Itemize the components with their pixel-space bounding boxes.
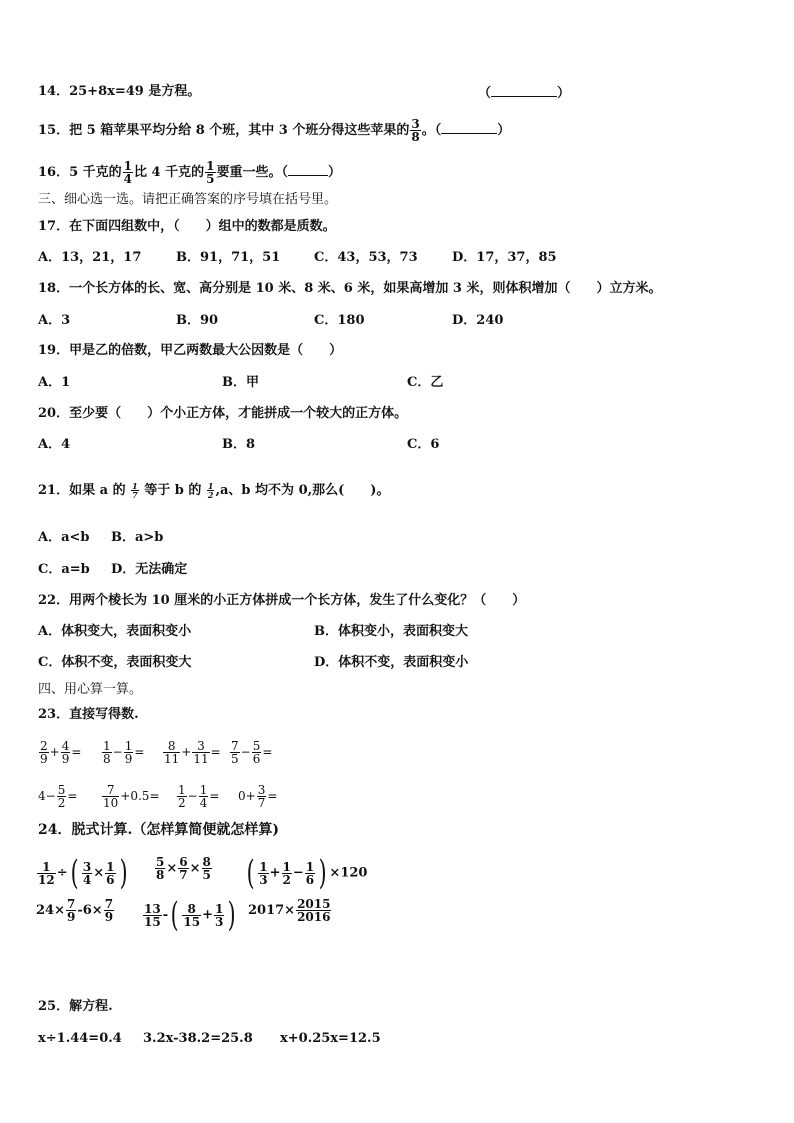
option-18-a[interactable]: A．3 <box>38 313 71 328</box>
question-24: 24．脱式计算.（怎样算简便就怎样算) <box>38 822 279 838</box>
calc-expression-2: $\frac{5}{8}$ × $\frac{6}{7}$ × $\frac{8}{5}$ <box>156 855 211 882</box>
option-19-b[interactable]: B．甲 <box>222 375 259 390</box>
option-20-b[interactable]: B．8 <box>222 437 256 452</box>
option-20-a[interactable]: A．4 <box>38 437 71 452</box>
option-22-d[interactable]: D．体积不变，表面积变小 <box>314 655 469 670</box>
option-17-b[interactable]: B．91，71，51 <box>176 250 281 265</box>
option-18-d[interactable]: D．240 <box>452 313 504 328</box>
mental-math-item: $\frac{7}{10}$ +0.5= <box>103 783 160 810</box>
question-25: 25．解方程. <box>38 999 113 1014</box>
mental-math-item: $\frac{8}{11}$ + $\frac{3}{11}$ = <box>164 739 221 766</box>
option-20-c[interactable]: C．6 <box>407 437 440 452</box>
option-19-c[interactable]: C．乙 <box>407 375 444 390</box>
mental-math-item: $\frac{1}{8}$ − $\frac{1}{9}$ = <box>103 739 145 766</box>
mental-math-item: $\frac{1}{2}$ − $\frac{1}{4}$ = <box>178 783 220 810</box>
question-15: 15．把 5 箱苹果平均分给 8 个班，其中 3 个班分得这些苹果的 $\frac{3}{8}$ 。（ ） <box>38 117 511 144</box>
question-18: 18．一个长方体的长、宽、高分别是 10 米、8 米、6 米，如果高增加 3 米，则体积增加（ ）立方米。 <box>38 281 662 296</box>
question-21: 21．如果 a 的 $\frac{1}{7}$ 等于 b 的 $\frac{1}{2}$ ,a、b 均不为 0,那么( )。 <box>38 481 390 500</box>
option-22-a[interactable]: A．体积变大，表面积变小 <box>38 624 192 639</box>
mental-math-item: 4− $\frac{5}{2}$ = <box>38 783 78 810</box>
calc-expression-5: $\frac{13}{15}$ -( $\frac{8}{15}$ + $\frac{1}{3}$ ) <box>144 895 236 935</box>
question-14 <box>38 84 200 100</box>
option-19-a[interactable]: A．1 <box>38 375 71 390</box>
option-22-c[interactable]: C．体积不变，表面积变大 <box>38 655 192 670</box>
answer-blank[interactable] <box>288 163 328 176</box>
calc-expression-3: ( $\frac{1}{3}$ + $\frac{1}{2}$ − $\frac{1}{6}$ ) ×120 <box>246 853 368 893</box>
equation-3: x+0.25x=12.5 <box>280 1031 381 1046</box>
question-23: 23．直接写得数. <box>38 707 139 722</box>
mental-math-item: $\frac{2}{9}$ + $\frac{4}{9}$ = <box>40 739 82 766</box>
option-18-b[interactable]: B．90 <box>176 313 219 328</box>
question-17: 17．在下面四组数中，（ ）组中的数都是质数。 <box>38 219 336 234</box>
calc-expression-1: $\frac{1}{12}$ ÷( $\frac{3}{4}$ × $\frac{1}{6}$ ) <box>38 853 128 893</box>
question-22: 22．用两个棱长为 10 厘米的小正方体拼成一个长方体，发生了什么变化？（ ） <box>38 593 526 608</box>
question-14-text: 14．25+8x=49 是方程。 <box>38 84 201 99</box>
option-21-d[interactable]: D．无法确定 <box>111 562 188 577</box>
option-17-d[interactable]: D．17，37，85 <box>452 250 557 265</box>
equation-2: 3.2x-38.2=25.8 <box>143 1031 253 1046</box>
question-14-answer[interactable]: （ ） <box>478 86 571 101</box>
mental-math-item: $\frac{7}{5}$ − $\frac{5}{6}$ = <box>231 739 273 766</box>
question-19: 19．甲是乙的倍数，甲乙两数最大公因数是（ ） <box>38 343 343 358</box>
option-18-c[interactable]: C．180 <box>314 313 365 328</box>
calc-expression-4: 24× $\frac{7}{9}$ -6× $\frac{7}{9}$ <box>36 897 114 924</box>
option-21-b[interactable]: B．a>b <box>111 530 164 545</box>
calc-expression-6: 2017× $\frac{2015}{2016}$ <box>248 897 331 924</box>
equation-1: x÷1.44=0.4 <box>38 1031 122 1046</box>
option-21-c[interactable]: C．a=b <box>38 562 90 577</box>
mental-math-item: 0+ $\frac{3}{7}$ = <box>238 783 278 810</box>
option-17-c[interactable]: C．43，53，73 <box>314 250 418 265</box>
question-16: 16．5 千克的 $\frac{1}{4}$ 比 4 千克的 $\frac{1}{5}$ 要重一些。（ ） <box>38 159 342 186</box>
section-3-heading: 三、细心选一选。请把正确答案的序号填在括号里。 <box>38 192 338 207</box>
option-17-a[interactable]: A．13，21，17 <box>38 250 142 265</box>
answer-blank[interactable] <box>441 121 497 134</box>
section-4-heading: 四、用心算一算。 <box>38 682 143 697</box>
option-21-a[interactable]: A．a<b <box>38 530 90 545</box>
option-22-b[interactable]: B．体积变小，表面积变大 <box>314 624 468 639</box>
question-20: 20．至少要（ ）个小正方体，才能拼成一个较大的正方体。 <box>38 406 408 421</box>
